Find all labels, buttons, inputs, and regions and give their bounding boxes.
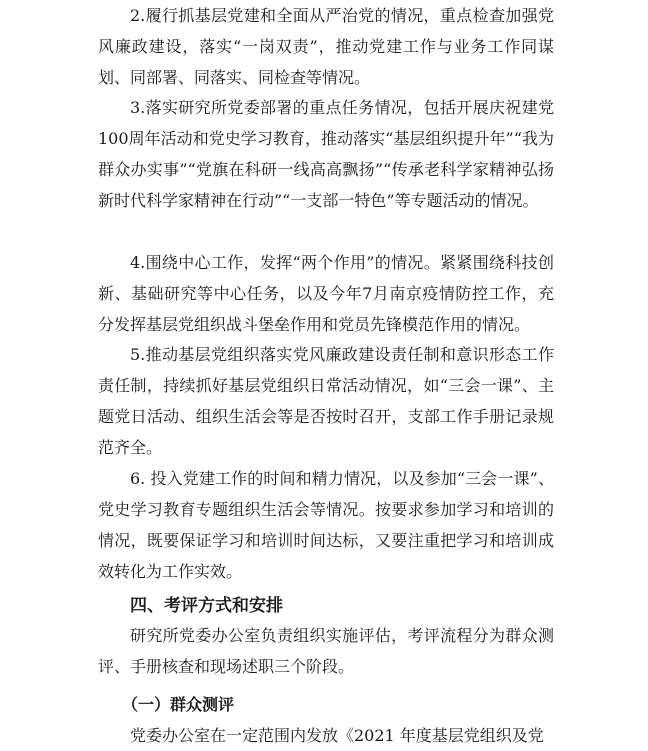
section-heading: 四、考评方式和安排 <box>130 596 283 616</box>
paragraph-item-4: 4.围绕中心工作，发挥“两个作用”的情况。紧紧围绕科技创新、基础研究等中心任务，以及今年7月南京疫情防控工作，充分发挥基层党组织战斗堡垒作用和党员先锋模范作用的情况。 <box>98 253 554 334</box>
section-paragraph: 研究所党委办公室负责组织实施评估，考评流程分为群众测评、手册核查和现场述职三个阶段。 <box>98 626 554 676</box>
paragraph-item-2: 2.履行抓基层党建和全面从严治党的情况，重点检查加强党风廉政建设，落实“一岗双责”，推动党建工作与业务工作同谋划、同部署、同落实、同检查等情况。 <box>98 6 554 87</box>
subsection-paragraph: 党委办公室在一定范围内发放《2021 年度基层党组织及党 <box>130 726 544 745</box>
subsection-heading: （一）群众测评 <box>122 695 235 714</box>
paragraph-item-6: 6. 投入党建工作的时间和精力情况，以及参加“三会一课”、党史学习教育专题组织生活会等情况。按要求参加学习和培训的情况，既要保证学习和培训时间达标，又要注重把学习和培训成效转化为工作实效。 <box>98 469 554 581</box>
paragraph-item-5: 5.推动基层党组织落实党风廉政建设责任制和意识形态工作责任制，持续抓好基层党组织日常活动情况，如“三会一课”、主题党日活动、组织生活会等是否按时召开，支部工作手册记录规范齐全。 <box>98 345 554 457</box>
paragraph-item-3: 3.落实研究所党委部署的重点任务情况，包括开展庆祝建党100周年活动和党史学习教育，推动落实“基层组织提升年”“我为群众办实事”“党旗在科研一线高高飘扬”“传承老科学家精神弘扬新时代科学家精神在行动”“一支部一特色”等专题活动的情况。 <box>98 98 554 210</box>
